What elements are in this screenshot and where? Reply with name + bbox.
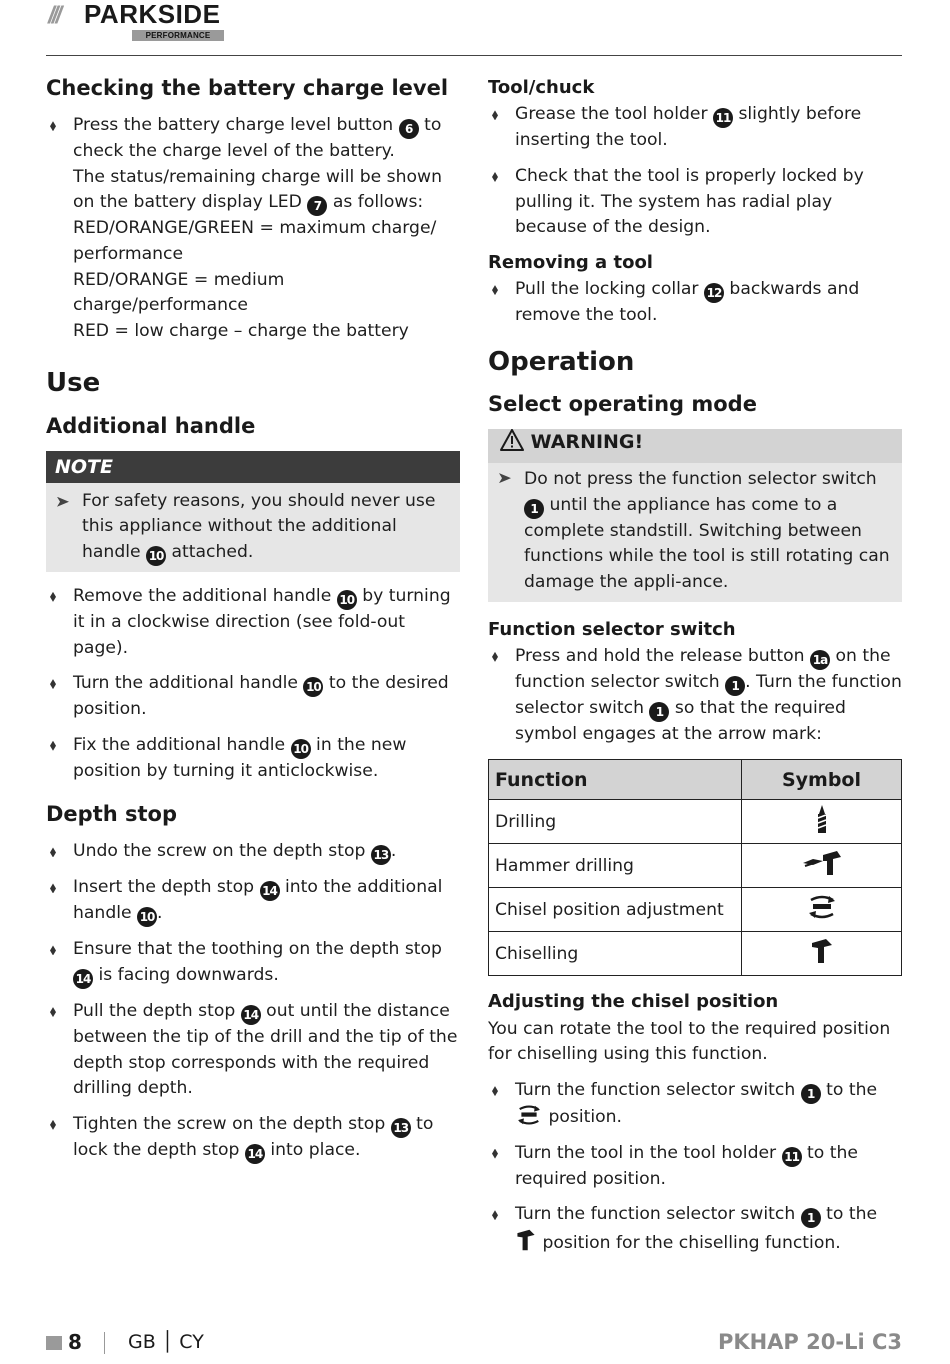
hammer-drill-icon [801, 849, 843, 877]
chisel-intro: You can rotate the tool to the required position for chiselling using this function. [488, 1018, 891, 1065]
chisel-adjust-icon [807, 894, 837, 920]
page-number: 8 [68, 1330, 82, 1354]
operation-title: Operation [488, 346, 635, 377]
bullet-diamond-icon [48, 741, 58, 751]
function-table [488, 759, 902, 976]
bullet-diamond-icon [490, 1210, 500, 1220]
callout-number: 14 [241, 1005, 261, 1025]
symbol-cell [742, 888, 902, 932]
battery-title: Checking the battery charge level [46, 76, 449, 100]
callout-number: 1a [810, 650, 830, 670]
handle-bullet-1: Remove the additional handle 10 by turning it in a clockwise direction (see fold-out page). [46, 584, 460, 661]
selector-bullet-1: Press and hold the release button 1a on the function selector switch 1 . Turn the function selector switch 1 so that the required symbol engages at the arrow mark: [488, 644, 902, 748]
warning-label: WARNING! [530, 431, 644, 454]
bullet-diamond-icon [490, 1086, 500, 1096]
note-text: For safety reasons, you should never use this appliance without the additional handle 10 attached. [46, 483, 460, 572]
tool-bullet-1: Grease the tool holder 11 slightly before inserting the tool. [488, 102, 902, 154]
bullet-diamond-icon [490, 172, 500, 182]
bullet-diamond-icon [48, 883, 58, 893]
tool-chuck-title: Tool/chuck [488, 77, 595, 98]
warning-header [488, 429, 902, 463]
function-column-header: Function [489, 760, 742, 800]
callout-number: 10 [291, 739, 311, 759]
removing-tool-title: Removing a tool [488, 251, 653, 273]
table-row [489, 800, 902, 844]
footer-divider [104, 1332, 105, 1354]
logo-slashes: /// [48, 2, 60, 29]
page-footer [46, 1328, 902, 1358]
chisel-bullet-3: Turn the function selector switch 1 to the position for the chiselling function. [488, 1202, 902, 1257]
callout-number: 13 [391, 1118, 411, 1138]
bullet-diamond-icon [48, 945, 58, 955]
charge-medium-line: RED/ORANGE = medium charge/performance [73, 269, 285, 316]
chisel-adjust-icon [515, 1104, 543, 1126]
callout-number: 10 [337, 590, 357, 610]
bullet-diamond-icon [490, 285, 500, 295]
function-cell: Hammer drilling [489, 844, 742, 888]
callout-number: 12 [704, 283, 724, 303]
symbol-column-header: Symbol [742, 760, 902, 800]
callout-number: 14 [260, 881, 280, 901]
language-codes: GB │ CY [128, 1331, 204, 1353]
depth-bullet-1: Undo the screw on the depth stop 13 . [46, 839, 460, 865]
bullet-diamond-icon [48, 847, 58, 857]
bullet-diamond-icon [48, 1007, 58, 1017]
symbol-cell [742, 800, 902, 844]
charge-max-line: RED/ORANGE/GREEN = maximum charge/ performance [73, 218, 437, 264]
function-cell: Drilling [489, 800, 742, 844]
callout-number: 10 [303, 677, 323, 697]
handle-bullet-3: Fix the additional handle 10 in the new position by turning it anticlockwise. [46, 733, 460, 785]
model-number: PKHAP 20-Li C3 [717, 1330, 902, 1354]
callout-number: 1 [524, 499, 544, 519]
drill-icon [815, 804, 829, 834]
callout-number: 1 [801, 1208, 821, 1228]
function-selector-title: Function selector switch [488, 618, 736, 640]
depth-bullet-3: Ensure that the toothing on the depth stop 14 is facing downwards. [46, 937, 460, 989]
callout-number: 1 [801, 1084, 821, 1104]
callout-number: 10 [146, 546, 166, 566]
note-label: NOTE [46, 451, 460, 483]
left-column [46, 70, 460, 1174]
callout-number: 11 [782, 1147, 802, 1167]
handle-title: Additional handle [46, 413, 256, 438]
table-row [489, 844, 902, 888]
depth-bullet-4: Pull the depth stop 14 out until the distance between the tip of the drill and the tip of the depth stop corresponds with the required drilling depth. [46, 999, 460, 1102]
page-header [46, 0, 902, 56]
arrow-icon [499, 473, 511, 483]
bullet-diamond-icon [48, 592, 58, 602]
function-cell: Chisel position adjustment [489, 888, 742, 932]
note-box [46, 451, 460, 572]
bullet-diamond-icon [490, 1149, 500, 1159]
callout-number: 1 [649, 702, 669, 722]
bullet-diamond-icon [48, 679, 58, 689]
callout-number: 13 [371, 845, 391, 865]
bullet-diamond-icon [48, 121, 58, 131]
chisel-bullet-2: Turn the tool in the tool holder 11 to the required position. [488, 1141, 902, 1193]
tool-bullet-2: Check that the tool is properly locked by pulling it. The system has radial play because of the design. [488, 164, 902, 241]
arrow-icon [57, 497, 69, 507]
bullet-diamond-icon [490, 110, 500, 120]
bullet-diamond-icon [48, 1120, 58, 1130]
use-title: Use [46, 368, 101, 399]
callout-number: 10 [137, 907, 157, 927]
remove-bullet-1: Pull the locking collar 12 backwards and remove the tool. [488, 277, 902, 329]
depth-title: Depth stop [46, 802, 178, 827]
logo-brand: PARKSIDE [84, 0, 221, 29]
callout-number: 1 [725, 676, 745, 696]
right-column [488, 70, 902, 1267]
operating-mode-title: Select operating mode [488, 391, 757, 416]
warning-box [488, 429, 902, 601]
chisel-position-title: Adjusting the chisel position [488, 991, 779, 1013]
chisel-icon [515, 1228, 537, 1252]
callout-number: 11 [713, 108, 733, 128]
depth-bullet-5: Tighten the screw on the depth stop 13 to lock the depth stop 14 into place. [46, 1112, 460, 1164]
footer-square [46, 1336, 62, 1350]
warning-triangle-icon [500, 429, 524, 451]
symbol-cell [742, 844, 902, 888]
callout-number: 6 [399, 119, 419, 139]
logo-sub-brand: PERFORMANCE [132, 30, 224, 41]
charge-low-line: RED = low charge – charge the battery [73, 320, 409, 341]
table-row [489, 888, 902, 932]
chisel-bullet-1: Turn the function selector switch 1 to the position. [488, 1078, 902, 1131]
handle-bullet-2: Turn the additional handle 10 to the desired position. [46, 671, 460, 723]
callout-number: 14 [245, 1144, 265, 1164]
table-row [489, 932, 902, 976]
function-cell: Chiselling [489, 932, 742, 976]
symbol-cell [742, 932, 902, 976]
bullet-diamond-icon [490, 652, 500, 662]
chisel-icon [810, 937, 834, 965]
callout-number: 7 [307, 196, 327, 216]
callout-number: 14 [73, 969, 93, 989]
warning-text: Do not press the function selector switch 1 until the appliance has come to a complete standstill. Switching between functions while the tool is still rotating can damage the appli-ance. [488, 463, 902, 601]
table-header-row [489, 760, 902, 800]
battery-bullet: Press the battery charge level button 6 to check the charge level of the battery. The status/remaining charge will be shown on the battery display LED 7 as follows: RED/ORANGE/GREEN = maximum charge/ performance RED/ORANGE = medium charge/performance RED = low charge – charge the battery [46, 113, 460, 344]
depth-bullet-2: Insert the depth stop 14 into the additional handle 10 . [46, 875, 460, 927]
